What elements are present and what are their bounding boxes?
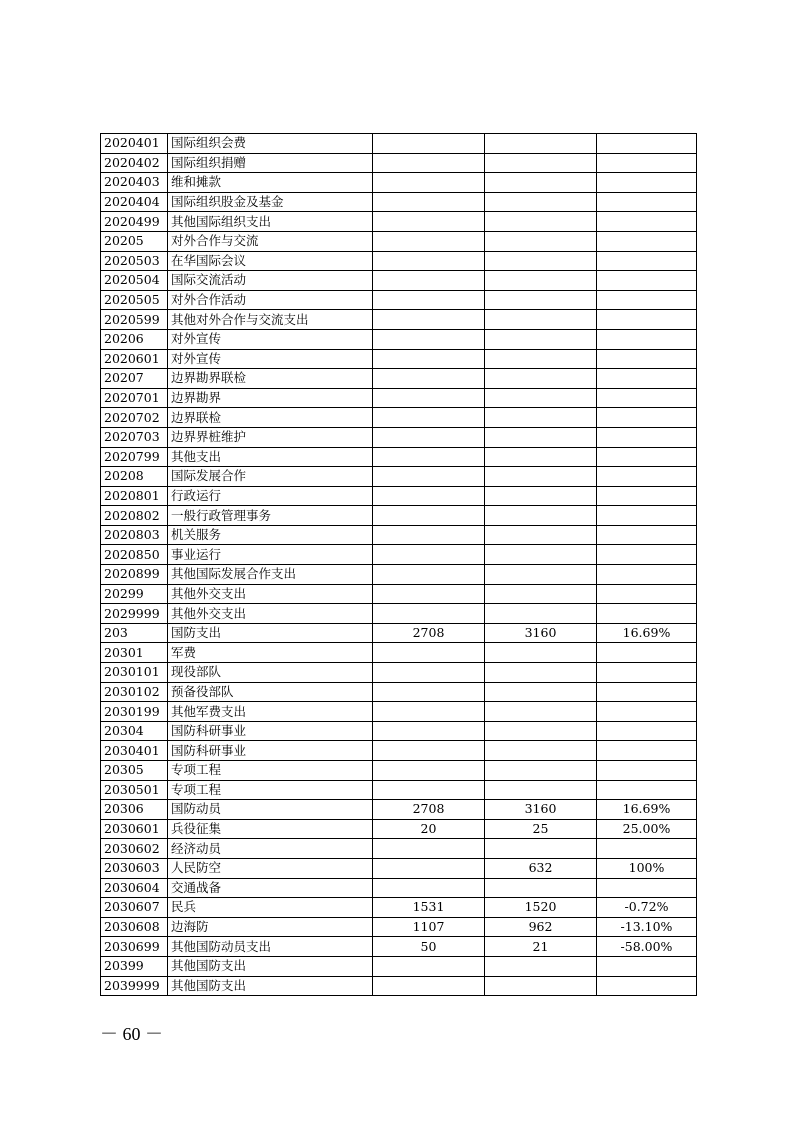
name-cell: 国防支出 — [168, 623, 373, 643]
table-row — [101, 878, 697, 898]
value-cell-3 — [597, 878, 697, 898]
value-cell-3 — [597, 134, 697, 154]
table-row — [101, 545, 697, 565]
value-cell-3: 25.00% — [597, 819, 697, 839]
name-cell: 军费 — [168, 643, 373, 663]
value-cell-1 — [373, 702, 485, 722]
code-cell: 2020701 — [101, 388, 168, 408]
name-cell: 对外宣传 — [168, 349, 373, 369]
name-cell: 人民防空 — [168, 858, 373, 878]
table-row — [101, 506, 697, 526]
value-cell-1 — [373, 956, 485, 976]
table-row — [101, 251, 697, 271]
name-cell: 其他国防动员支出 — [168, 937, 373, 957]
value-cell-2 — [485, 682, 597, 702]
code-cell: 20205 — [101, 231, 168, 251]
name-cell: 国际组织会费 — [168, 134, 373, 154]
table-row — [101, 604, 697, 624]
value-cell-3 — [597, 761, 697, 781]
value-cell-1 — [373, 329, 485, 349]
value-cell-2 — [485, 604, 597, 624]
code-cell: 2039999 — [101, 976, 168, 996]
value-cell-3 — [597, 427, 697, 447]
value-cell-1 — [373, 486, 485, 506]
code-cell: 20301 — [101, 643, 168, 663]
table-row — [101, 212, 697, 232]
code-cell: 2030102 — [101, 682, 168, 702]
table-row — [101, 898, 697, 918]
value-cell-1 — [373, 682, 485, 702]
name-cell: 国防动员 — [168, 800, 373, 820]
code-cell: 2030602 — [101, 839, 168, 859]
name-cell: 其他国际发展合作支出 — [168, 565, 373, 585]
code-cell: 20305 — [101, 761, 168, 781]
name-cell: 对外合作活动 — [168, 290, 373, 310]
value-cell-3: -13.10% — [597, 917, 697, 937]
table-row — [101, 917, 697, 937]
name-cell: 国防科研事业 — [168, 741, 373, 761]
code-cell: 20207 — [101, 369, 168, 389]
code-cell: 2030401 — [101, 741, 168, 761]
code-cell: 2030603 — [101, 858, 168, 878]
code-cell: 2020402 — [101, 153, 168, 173]
table-body — [101, 134, 697, 996]
value-cell-1: 1531 — [373, 898, 485, 918]
value-cell-3 — [597, 976, 697, 996]
name-cell: 其他对外合作与交流支出 — [168, 310, 373, 330]
code-cell: 2030604 — [101, 878, 168, 898]
code-cell: 2020803 — [101, 525, 168, 545]
value-cell-1: 2708 — [373, 800, 485, 820]
table-row — [101, 271, 697, 291]
value-cell-2 — [485, 956, 597, 976]
name-cell: 现役部队 — [168, 663, 373, 683]
table-row — [101, 976, 697, 996]
value-cell-2: 3160 — [485, 623, 597, 643]
table-row — [101, 643, 697, 663]
value-cell-1 — [373, 467, 485, 487]
name-cell: 机关服务 — [168, 525, 373, 545]
value-cell-3 — [597, 388, 697, 408]
value-cell-2 — [485, 878, 597, 898]
code-cell: 2020799 — [101, 447, 168, 467]
name-cell: 其他军费支出 — [168, 702, 373, 722]
table-row — [101, 427, 697, 447]
table-row — [101, 231, 697, 251]
code-cell: 2020850 — [101, 545, 168, 565]
table-row — [101, 741, 697, 761]
table-row — [101, 329, 697, 349]
value-cell-2 — [485, 741, 597, 761]
name-cell: 边界界桩维护 — [168, 427, 373, 447]
value-cell-2: 3160 — [485, 800, 597, 820]
value-cell-2: 25 — [485, 819, 597, 839]
value-cell-3 — [597, 702, 697, 722]
name-cell: 边界勘界联检 — [168, 369, 373, 389]
value-cell-1 — [373, 858, 485, 878]
value-cell-2: 632 — [485, 858, 597, 878]
code-cell: 2020702 — [101, 408, 168, 428]
name-cell: 其他国防支出 — [168, 976, 373, 996]
name-cell: 行政运行 — [168, 486, 373, 506]
table-row — [101, 525, 697, 545]
table-row — [101, 761, 697, 781]
value-cell-1 — [373, 839, 485, 859]
table-row — [101, 780, 697, 800]
value-cell-2 — [485, 761, 597, 781]
table-row — [101, 858, 697, 878]
code-cell: 2020505 — [101, 290, 168, 310]
value-cell-1: 50 — [373, 937, 485, 957]
code-cell: 2030601 — [101, 819, 168, 839]
code-cell: 2020802 — [101, 506, 168, 526]
name-cell: 维和摊款 — [168, 173, 373, 193]
value-cell-2: 21 — [485, 937, 597, 957]
name-cell: 预备役部队 — [168, 682, 373, 702]
value-cell-1 — [373, 976, 485, 996]
value-cell-3: -0.72% — [597, 898, 697, 918]
value-cell-2 — [485, 212, 597, 232]
table-row — [101, 623, 697, 643]
value-cell-1 — [373, 192, 485, 212]
code-cell: 2030501 — [101, 780, 168, 800]
value-cell-3: 16.69% — [597, 623, 697, 643]
table-row — [101, 721, 697, 741]
value-cell-1 — [373, 251, 485, 271]
value-cell-3 — [597, 545, 697, 565]
value-cell-1 — [373, 349, 485, 369]
table-row — [101, 134, 697, 154]
value-cell-3: 100% — [597, 858, 697, 878]
table-row — [101, 369, 697, 389]
name-cell: 其他支出 — [168, 447, 373, 467]
name-cell: 对外宣传 — [168, 329, 373, 349]
value-cell-2 — [485, 545, 597, 565]
value-cell-3 — [597, 721, 697, 741]
table-row — [101, 153, 697, 173]
value-cell-3 — [597, 956, 697, 976]
value-cell-2: 1520 — [485, 898, 597, 918]
name-cell: 国防科研事业 — [168, 721, 373, 741]
value-cell-3 — [597, 271, 697, 291]
value-cell-2 — [485, 231, 597, 251]
value-cell-2: 962 — [485, 917, 597, 937]
value-cell-3 — [597, 290, 697, 310]
code-cell: 2029999 — [101, 604, 168, 624]
value-cell-1: 1107 — [373, 917, 485, 937]
value-cell-2 — [485, 584, 597, 604]
value-cell-1 — [373, 427, 485, 447]
name-cell: 其他外交支出 — [168, 584, 373, 604]
value-cell-3 — [597, 467, 697, 487]
code-cell: 2020403 — [101, 173, 168, 193]
value-cell-2 — [485, 349, 597, 369]
value-cell-2 — [485, 565, 597, 585]
value-cell-1 — [373, 369, 485, 389]
value-cell-2 — [485, 192, 597, 212]
value-cell-3 — [597, 565, 697, 585]
code-cell: 20206 — [101, 329, 168, 349]
table-row — [101, 408, 697, 428]
table-row — [101, 467, 697, 487]
value-cell-1 — [373, 584, 485, 604]
value-cell-1 — [373, 643, 485, 663]
value-cell-1 — [373, 878, 485, 898]
page-number: － 60 － — [100, 1024, 163, 1044]
value-cell-3 — [597, 643, 697, 663]
table-row — [101, 447, 697, 467]
value-cell-3 — [597, 525, 697, 545]
name-cell: 边海防 — [168, 917, 373, 937]
table-row — [101, 956, 697, 976]
value-cell-2 — [485, 976, 597, 996]
code-cell: 2020503 — [101, 251, 168, 271]
value-cell-1 — [373, 388, 485, 408]
name-cell: 边界勘界 — [168, 388, 373, 408]
table-row — [101, 663, 697, 683]
value-cell-2 — [485, 467, 597, 487]
table-row — [101, 192, 697, 212]
name-cell: 其他国际组织支出 — [168, 212, 373, 232]
value-cell-3 — [597, 506, 697, 526]
name-cell: 专项工程 — [168, 761, 373, 781]
value-cell-3 — [597, 839, 697, 859]
name-cell: 对外合作与交流 — [168, 231, 373, 251]
value-cell-1 — [373, 408, 485, 428]
table-row — [101, 349, 697, 369]
value-cell-2 — [485, 702, 597, 722]
code-cell: 20399 — [101, 956, 168, 976]
table-row — [101, 839, 697, 859]
value-cell-2 — [485, 486, 597, 506]
name-cell: 交通战备 — [168, 878, 373, 898]
value-cell-2 — [485, 310, 597, 330]
code-cell: 203 — [101, 623, 168, 643]
value-cell-2 — [485, 290, 597, 310]
value-cell-1 — [373, 761, 485, 781]
code-cell: 2020601 — [101, 349, 168, 369]
value-cell-2 — [485, 721, 597, 741]
name-cell: 边界联检 — [168, 408, 373, 428]
value-cell-1: 2708 — [373, 623, 485, 643]
value-cell-2 — [485, 329, 597, 349]
value-cell-3 — [597, 741, 697, 761]
value-cell-1 — [373, 721, 485, 741]
name-cell: 国际组织股金及基金 — [168, 192, 373, 212]
value-cell-2 — [485, 369, 597, 389]
table-row — [101, 702, 697, 722]
table-row — [101, 290, 697, 310]
value-cell-1 — [373, 134, 485, 154]
value-cell-2 — [485, 780, 597, 800]
value-cell-2 — [485, 506, 597, 526]
code-cell: 20306 — [101, 800, 168, 820]
value-cell-3 — [597, 212, 697, 232]
code-cell: 2020404 — [101, 192, 168, 212]
value-cell-3 — [597, 408, 697, 428]
table-row — [101, 388, 697, 408]
value-cell-2 — [485, 408, 597, 428]
value-cell-2 — [485, 251, 597, 271]
name-cell: 民兵 — [168, 898, 373, 918]
name-cell: 事业运行 — [168, 545, 373, 565]
value-cell-1 — [373, 290, 485, 310]
value-cell-3 — [597, 231, 697, 251]
value-cell-1 — [373, 780, 485, 800]
name-cell: 其他外交支出 — [168, 604, 373, 624]
value-cell-3 — [597, 251, 697, 271]
code-cell: 2030199 — [101, 702, 168, 722]
value-cell-2 — [485, 427, 597, 447]
value-cell-1 — [373, 525, 485, 545]
value-cell-2 — [485, 663, 597, 683]
table-row — [101, 584, 697, 604]
value-cell-1 — [373, 506, 485, 526]
value-cell-3 — [597, 486, 697, 506]
budget-table — [100, 133, 697, 996]
name-cell: 国际组织捐赠 — [168, 153, 373, 173]
value-cell-3 — [597, 192, 697, 212]
value-cell-3 — [597, 153, 697, 173]
value-cell-2 — [485, 839, 597, 859]
value-cell-1 — [373, 173, 485, 193]
value-cell-3: 16.69% — [597, 800, 697, 820]
value-cell-2 — [485, 388, 597, 408]
table-row — [101, 173, 697, 193]
code-cell: 2030101 — [101, 663, 168, 683]
value-cell-2 — [485, 134, 597, 154]
value-cell-1 — [373, 447, 485, 467]
value-cell-1 — [373, 153, 485, 173]
code-cell: 2020801 — [101, 486, 168, 506]
value-cell-2 — [485, 643, 597, 663]
name-cell: 在华国际会议 — [168, 251, 373, 271]
value-cell-2 — [485, 525, 597, 545]
name-cell: 兵役征集 — [168, 819, 373, 839]
code-cell: 20299 — [101, 584, 168, 604]
code-cell: 2030699 — [101, 937, 168, 957]
value-cell-3 — [597, 173, 697, 193]
value-cell-3 — [597, 447, 697, 467]
value-cell-1 — [373, 310, 485, 330]
name-cell: 经济动员 — [168, 839, 373, 859]
value-cell-1 — [373, 545, 485, 565]
code-cell: 20208 — [101, 467, 168, 487]
code-cell: 20304 — [101, 721, 168, 741]
value-cell-1 — [373, 604, 485, 624]
name-cell: 国际发展合作 — [168, 467, 373, 487]
value-cell-3 — [597, 604, 697, 624]
value-cell-3: -58.00% — [597, 937, 697, 957]
value-cell-3 — [597, 663, 697, 683]
name-cell: 专项工程 — [168, 780, 373, 800]
name-cell: 国际交流活动 — [168, 271, 373, 291]
value-cell-2 — [485, 153, 597, 173]
value-cell-1 — [373, 212, 485, 232]
value-cell-3 — [597, 369, 697, 389]
code-cell: 2020499 — [101, 212, 168, 232]
value-cell-3 — [597, 682, 697, 702]
value-cell-3 — [597, 780, 697, 800]
value-cell-3 — [597, 584, 697, 604]
value-cell-2 — [485, 447, 597, 467]
value-cell-3 — [597, 349, 697, 369]
table-row — [101, 682, 697, 702]
table-row — [101, 565, 697, 585]
name-cell: 其他国防支出 — [168, 956, 373, 976]
value-cell-1 — [373, 271, 485, 291]
code-cell: 2020899 — [101, 565, 168, 585]
value-cell-1 — [373, 565, 485, 585]
code-cell: 2020401 — [101, 134, 168, 154]
table-row — [101, 819, 697, 839]
value-cell-1 — [373, 741, 485, 761]
name-cell: 一般行政管理事务 — [168, 506, 373, 526]
value-cell-2 — [485, 271, 597, 291]
table-row — [101, 310, 697, 330]
value-cell-1 — [373, 663, 485, 683]
code-cell: 2030607 — [101, 898, 168, 918]
value-cell-1 — [373, 231, 485, 251]
value-cell-3 — [597, 329, 697, 349]
table-row — [101, 800, 697, 820]
table-row — [101, 937, 697, 957]
value-cell-2 — [485, 173, 597, 193]
code-cell: 2020504 — [101, 271, 168, 291]
value-cell-3 — [597, 310, 697, 330]
code-cell: 2020599 — [101, 310, 168, 330]
value-cell-1: 20 — [373, 819, 485, 839]
code-cell: 2030608 — [101, 917, 168, 937]
table-row — [101, 486, 697, 506]
code-cell: 2020703 — [101, 427, 168, 447]
